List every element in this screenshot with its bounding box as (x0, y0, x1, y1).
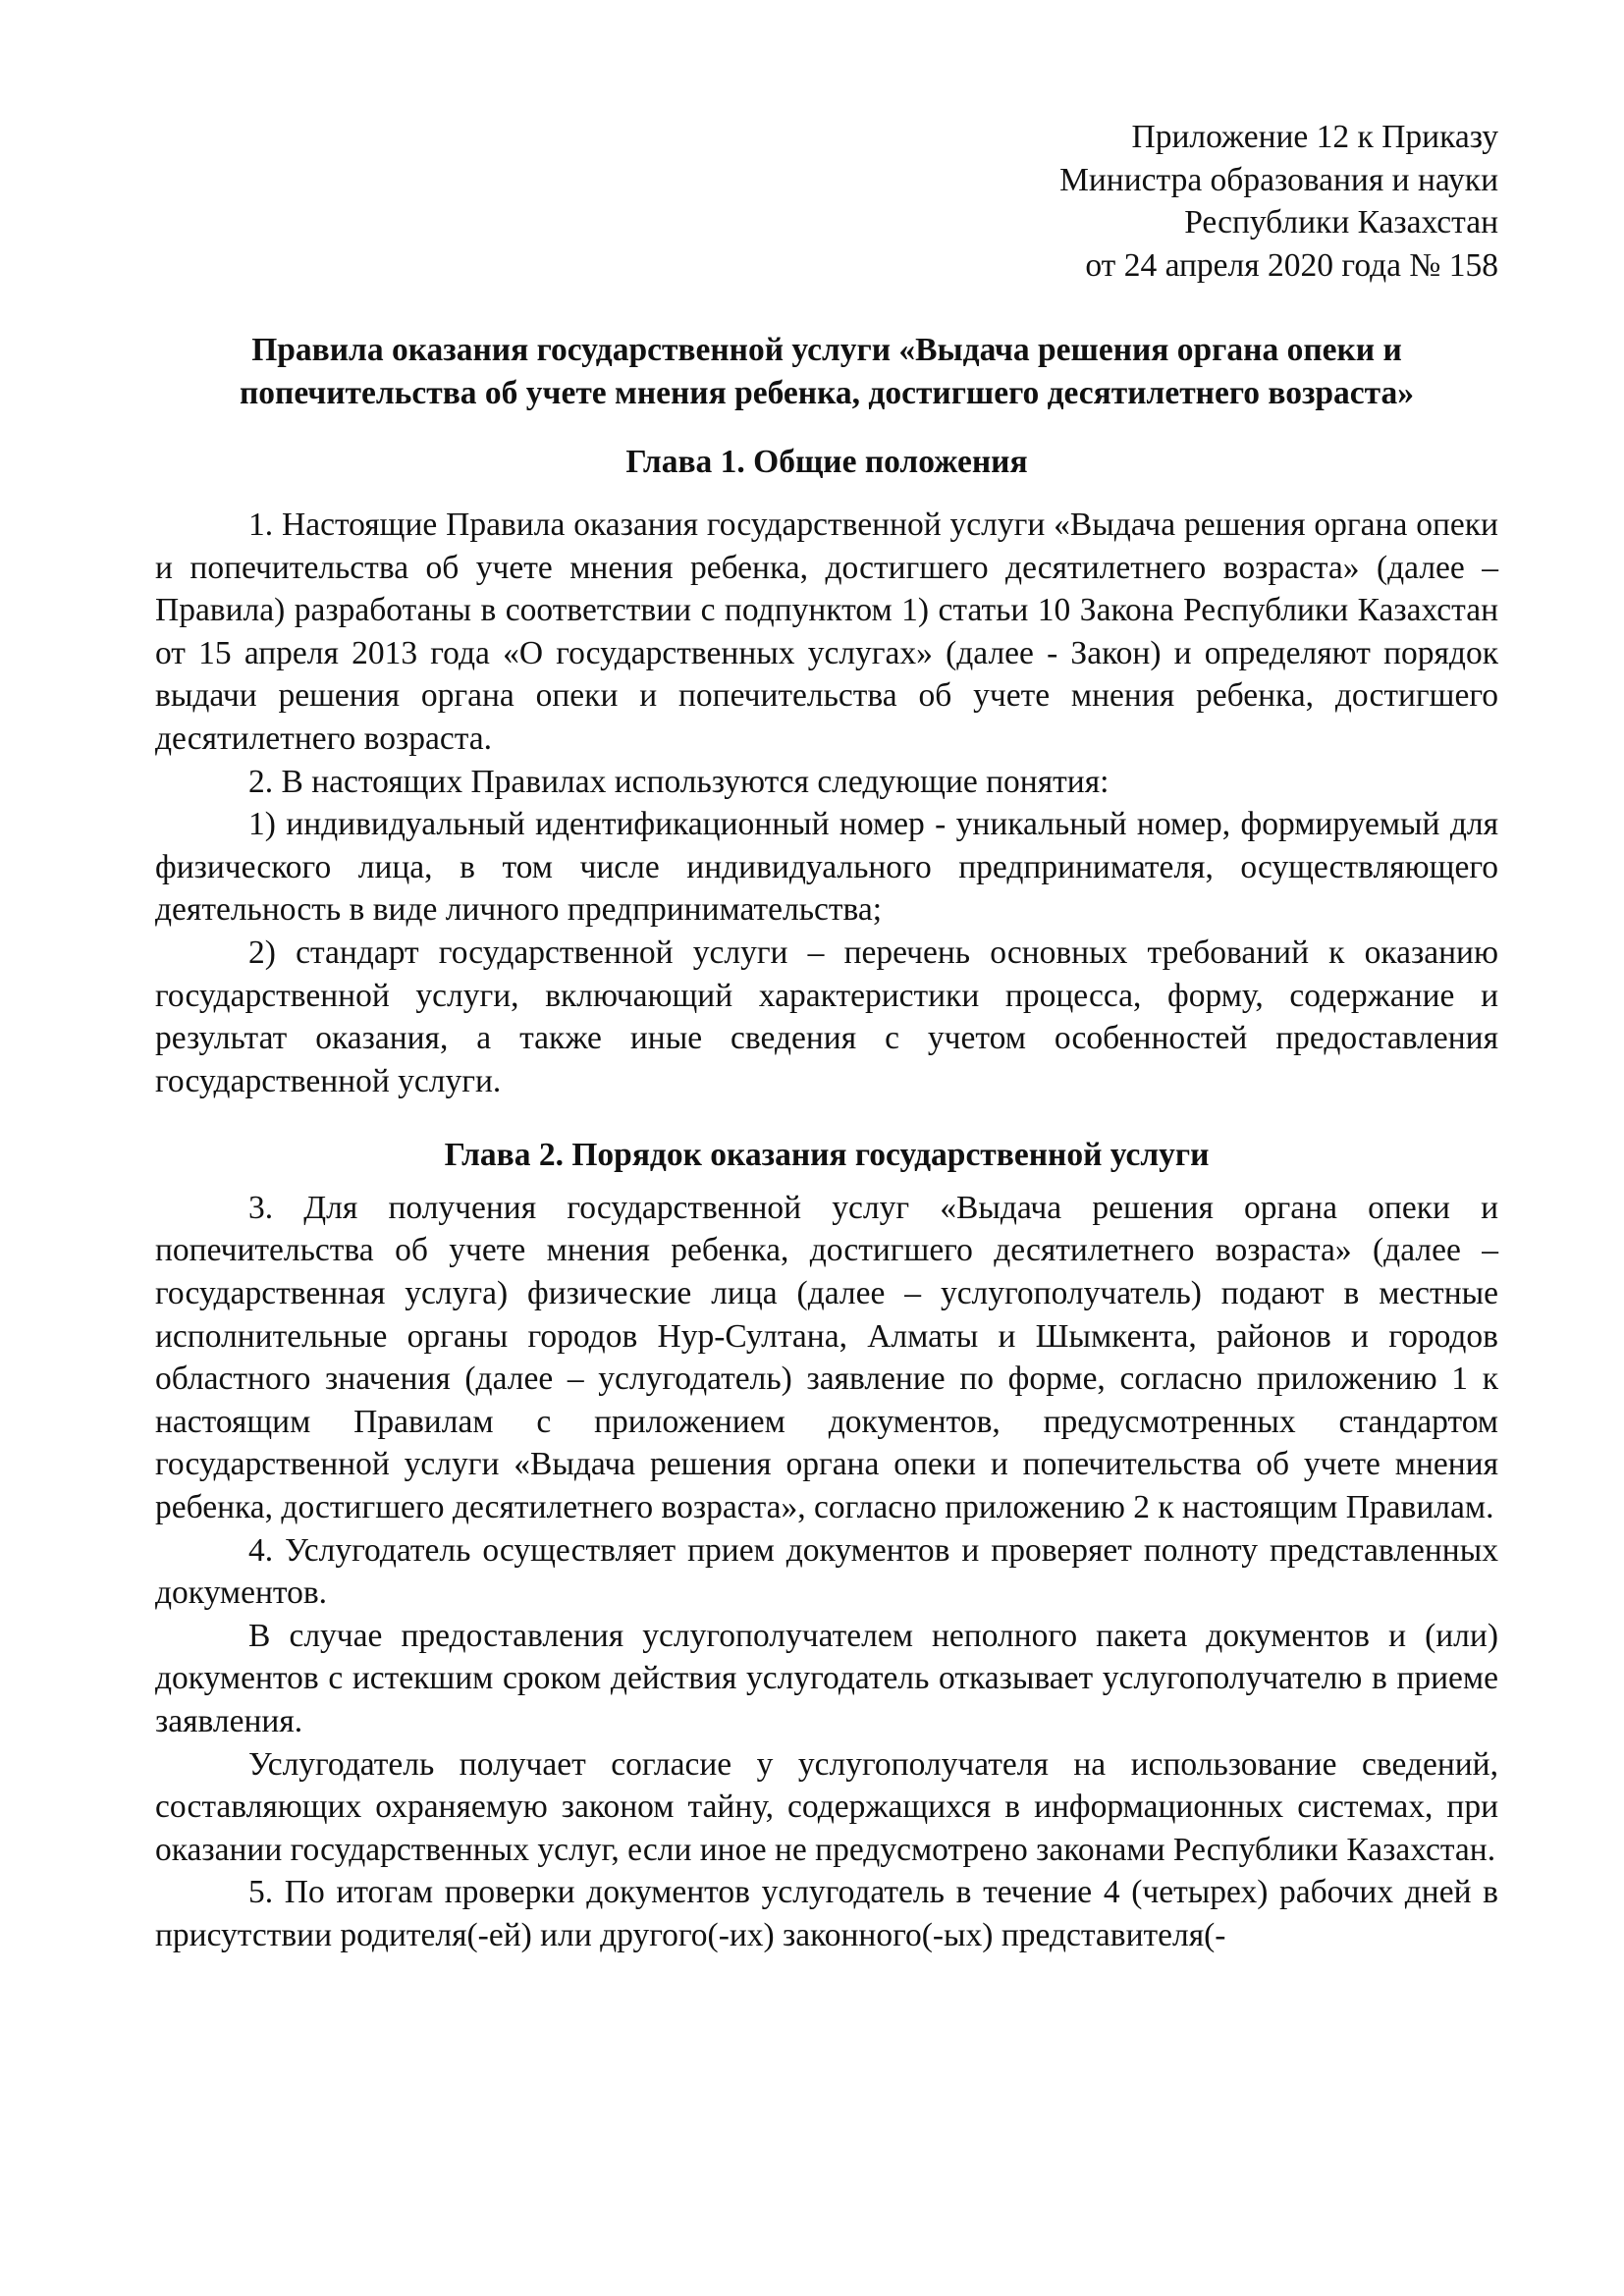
paragraph-2-item-2: 2) стандарт государственной услуги – перечень основных требований к оказанию государственной услуги, включающий характеристики процесса, форму, содержание и результат оказания, а также иные сведения с учетом особенностей предоставления государственной услуги. (155, 934, 1498, 1099)
document-title: Правила оказания государственной услуги «Выдача решения органа опеки и попечительства об учете мнения ребенка, достигшего десятилетнего возраста» (239, 332, 1415, 412)
appendix-reference (155, 116, 1498, 287)
chapter-1-heading: Глава 1. Общие положения (625, 444, 1028, 481)
paragraph-1: 1. Настоящие Правила оказания государственной услуги «Выдача решения органа опеки и попечительства об учете мнения ребенка, достигшего десятилетнего возраста» (далее – Правила) разработаны в соответствии с подпунктом 1) статьи 10 Закона Республики Казахстан от 15 апреля 2013 года «О государственных услугах» (далее - Закон) и определяют порядок выдачи решения органа опеки и попечительства об учете мнения ребенка, достигшего десятилетнего возраста. (155, 506, 1498, 757)
paragraph-2-item-1: 1) индивидуальный идентификационный номер - уникальный номер, формируемый для физического лица, в том числе индивидуального предпринимателя, осуществляющего деятельность в виде личного предпринимательства; (155, 806, 1498, 929)
appendix-line: Республики Казахстан (1184, 204, 1498, 241)
chapter-2-heading: Глава 2. Порядок оказания государственной услуги (444, 1137, 1210, 1174)
paragraph-4-consent: Услугодатель получает согласие у услугополучателя на использование сведений, составляющих охраняемую законом тайну, содержащихся в информационных системах, при оказании государственных услуг, если иное не предусмотрено законами Республики Казахстан. (155, 1745, 1498, 1868)
document-page (155, 116, 1498, 1957)
paragraph-2: 2. В настоящих Правилах используются следующие понятия: (248, 763, 1110, 800)
paragraph-3: 3. Для получения государственной услуг «Выдача решения органа опеки и попечительства об учете мнения ребенка, достигшего десятилетнего возраста» (далее – государственная услуга) физические лица (далее – услугополучатель) подают в местные исполнительные органы городов Нур-Султана, Алматы и Шымкента, районов и городов областного значения (далее – услугодатель) заявление по форме, согласно приложению 1 к настоящим Правилам с приложением документов, предусмотренных стандартом государственной услуги «Выдача решения органа опеки и попечительства об учете мнения ребенка, достигшего десятилетнего возраста», согласно приложению 2 к настоящим Правилам. (155, 1189, 1498, 1526)
appendix-line: от 24 апреля 2020 года № 158 (1085, 246, 1498, 284)
appendix-line: Министра образования и науки (1059, 161, 1498, 198)
appendix-line: Приложение 12 к Приказу (1131, 119, 1498, 155)
paragraph-4-incomplete-docs: В случае предоставления услугополучателем неполного пакета документов и (или) документов с истекшим сроком действия услугодатель отказывает услугополучателю в приеме заявления. (155, 1617, 1498, 1739)
paragraph-5: 5. По итогам проверки документов услугодатель в течение 4 (четырех) рабочих дней в присутствии родителя(-ей) или другого(-их) законного(-ых) представителя(- (155, 1874, 1498, 1953)
paragraph-4: 4. Услугодатель осуществляет прием документов и проверяет полноту представленных документов. (155, 1531, 1498, 1612)
